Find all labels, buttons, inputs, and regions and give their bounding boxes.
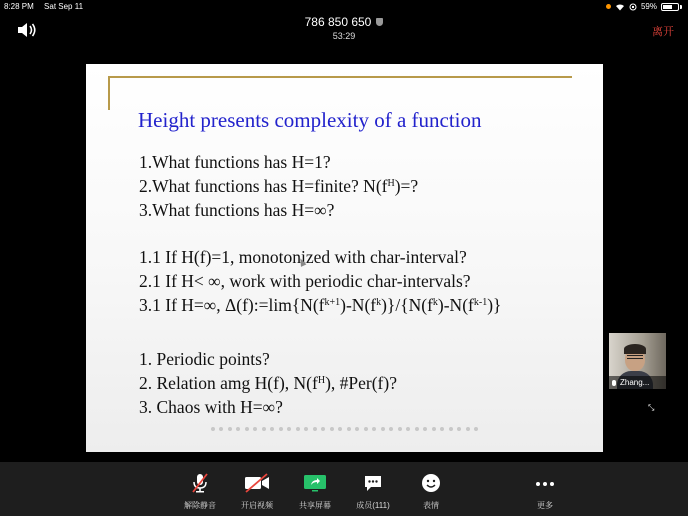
page-dot[interactable] [262, 427, 266, 431]
page-dot[interactable] [398, 427, 402, 431]
unmute-button[interactable] [170, 462, 230, 516]
page-dot[interactable] [219, 427, 223, 431]
page-dot[interactable] [355, 427, 359, 431]
battery-percent: 59% [640, 2, 657, 11]
more-button[interactable] [515, 462, 575, 516]
shield-icon [376, 18, 383, 26]
participants-label: 成员(111) [356, 501, 390, 510]
page-dot[interactable] [296, 427, 300, 431]
page-dot[interactable] [457, 427, 461, 431]
question-2: 2.What functions has H=finite? $N(f^H)=$? [139, 176, 419, 196]
shared-slide [86, 64, 603, 452]
clock-date: Sat Sep 11 [44, 2, 84, 11]
more-label: 更多 [537, 501, 553, 510]
meeting-header [0, 13, 688, 46]
expand-icon[interactable]: ⤡ [648, 403, 655, 412]
slide-title: Height presents complexity of a function [138, 108, 482, 132]
page-dot[interactable] [432, 427, 436, 431]
status-bar [0, 0, 688, 13]
recording-dot-icon [606, 4, 611, 9]
subquestion-2: 2.1 If H< ∞, work with periodic char-intervals? [139, 271, 471, 291]
page-dot[interactable] [228, 427, 232, 431]
page-dot[interactable] [372, 427, 376, 431]
topic-2: 2. Relation amg H(f), $N(f^H)$, #Per(f)? [139, 373, 397, 393]
page-dot[interactable] [440, 427, 444, 431]
share-screen-label: 共享屏幕 [299, 501, 331, 510]
clock-time: 8:28 PM [4, 2, 34, 11]
share-screen-icon [302, 472, 328, 494]
page-dot[interactable] [270, 427, 274, 431]
chat-bubble-icon [363, 472, 383, 494]
more-dots-icon [535, 472, 555, 494]
topic-1: 1. Periodic points? [139, 349, 270, 369]
start-video-button[interactable] [227, 462, 287, 516]
topic-3: 3. Chaos with H=∞? [139, 397, 283, 417]
page-dot[interactable] [381, 427, 385, 431]
page-dot[interactable] [236, 427, 240, 431]
page-dot[interactable] [347, 427, 351, 431]
page-dot[interactable] [253, 427, 257, 431]
question-1: 1.What functions has H=1? [139, 152, 331, 172]
page-dot[interactable] [321, 427, 325, 431]
page-dot[interactable] [466, 427, 470, 431]
video-off-icon [243, 472, 271, 494]
slide-rule-left [108, 76, 110, 110]
page-dot[interactable] [304, 427, 308, 431]
subquestion-3-formula: 3.1 If H=∞, $\Delta(f):=\lim\{N(f^{k+1})-N(f^k)\}/\{N(f^k)-N(f^{k-1})\}$ [139, 295, 502, 315]
muted-mic-icon [190, 472, 210, 494]
start-video-label: 开启视频 [241, 501, 273, 510]
page-dot[interactable] [423, 427, 427, 431]
page-indicator[interactable] [86, 427, 603, 431]
orientation-lock-icon [629, 3, 637, 11]
page-dot[interactable] [389, 427, 393, 431]
slide-rule-top [108, 76, 572, 78]
participant-name-bar [609, 376, 666, 389]
leave-button[interactable]: 离开 [652, 26, 674, 38]
page-dot[interactable] [449, 427, 453, 431]
meeting-toolbar [0, 462, 688, 516]
participants-button[interactable] [343, 462, 403, 516]
subquestion-1: 1.1 If H(f)=1, monotonized with char-interval? [139, 247, 467, 267]
participant-video-thumbnail[interactable] [609, 333, 666, 389]
meeting-id[interactable] [0, 15, 688, 29]
share-screen-button[interactable] [285, 462, 345, 516]
meeting-timer: 53:29 [332, 31, 356, 41]
page-dot[interactable] [279, 427, 283, 431]
smiley-icon [421, 472, 441, 494]
reactions-button[interactable] [401, 462, 461, 516]
participant-name: Zhang... [620, 378, 650, 387]
page-dot[interactable] [330, 427, 334, 431]
page-dot[interactable] [287, 427, 291, 431]
mic-icon [612, 380, 616, 386]
wifi-icon [615, 3, 625, 11]
page-dot[interactable] [211, 427, 215, 431]
page-dot[interactable] [338, 427, 342, 431]
page-dot[interactable] [245, 427, 249, 431]
page-dot[interactable] [415, 427, 419, 431]
page-dot[interactable] [406, 427, 410, 431]
meeting-id-text: 786 850 650 [304, 15, 372, 29]
reactions-label: 表情 [423, 501, 439, 510]
page-dot[interactable] [313, 427, 317, 431]
page-dot[interactable] [474, 427, 478, 431]
question-3: 3.What functions has H=∞? [139, 200, 335, 220]
battery-icon [661, 3, 679, 11]
page-dot[interactable] [364, 427, 368, 431]
unmute-label: 解除静音 [184, 501, 216, 510]
